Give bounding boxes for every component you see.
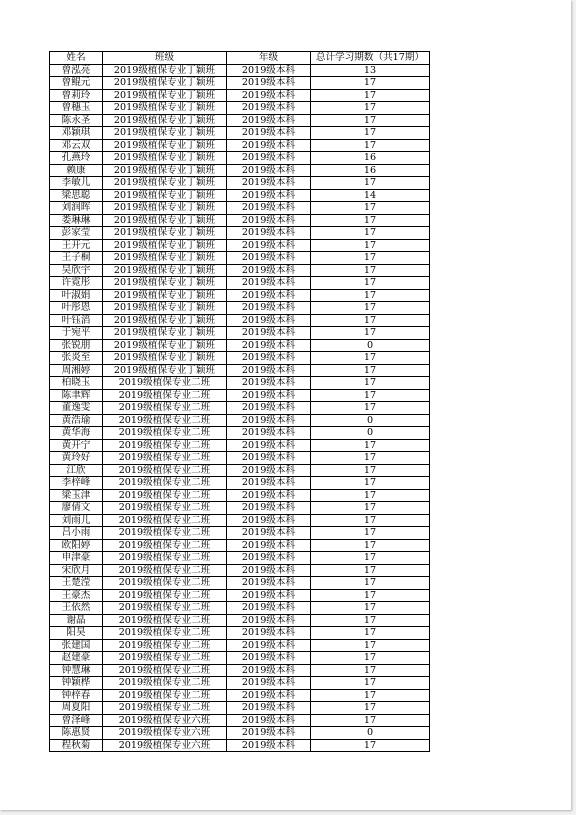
- table-row: [50, 552, 430, 565]
- grade-cell: 2019级本科: [227, 714, 311, 727]
- grade-cell: 2019级本科: [227, 414, 311, 427]
- student-name-cell: 宋欣月: [50, 564, 103, 577]
- period-count-cell: 17: [311, 502, 430, 515]
- table-row: [50, 614, 430, 627]
- table-row: [50, 502, 430, 515]
- student-name-cell: 彭家莹: [50, 227, 103, 240]
- class-cell: 2019级植保专业二班: [103, 489, 227, 502]
- grade-cell: 2019级本科: [227, 727, 311, 740]
- class-cell: 2019级植保专业二班: [103, 539, 227, 552]
- grade-cell: 2019级本科: [227, 664, 311, 677]
- student-name-cell: 张锐朋: [50, 339, 103, 352]
- grade-cell: 2019级本科: [227, 502, 311, 515]
- class-cell: 2019级植保专业丁颖班: [103, 139, 227, 152]
- student-name-cell: 谢晶: [50, 614, 103, 627]
- class-cell: 2019级植保专业二班: [103, 477, 227, 490]
- class-cell: 2019级植保专业丁颖班: [103, 314, 227, 327]
- class-cell: 2019级植保专业二班: [103, 677, 227, 690]
- table-row: [50, 664, 430, 677]
- class-cell: 2019级植保专业丁颖班: [103, 264, 227, 277]
- attendance-table: [49, 51, 430, 752]
- class-cell: 2019级植保专业二班: [103, 452, 227, 465]
- grade-cell: 2019级本科: [227, 539, 311, 552]
- class-cell: 2019级植保专业丁颖班: [103, 289, 227, 302]
- student-name-cell: 钟慧琳: [50, 664, 103, 677]
- period-count-cell: 17: [311, 627, 430, 640]
- table-row: [50, 464, 430, 477]
- period-count-cell: 0: [311, 414, 430, 427]
- student-name-cell: 王开元: [50, 239, 103, 252]
- table-row: [50, 364, 430, 377]
- class-cell: 2019级植保专业二班: [103, 402, 227, 415]
- table-row: [50, 277, 430, 290]
- table-row: [50, 152, 430, 165]
- grade-cell: 2019级本科: [227, 527, 311, 540]
- header-class: 班级: [103, 52, 227, 65]
- grade-cell: 2019级本科: [227, 402, 311, 415]
- student-name-cell: 柏晓玉: [50, 377, 103, 390]
- period-count-cell: 17: [311, 114, 430, 127]
- student-name-cell: 王楚滢: [50, 577, 103, 590]
- period-count-cell: 17: [311, 464, 430, 477]
- period-count-cell: 13: [311, 64, 430, 77]
- period-count-cell: 17: [311, 739, 430, 752]
- class-cell: 2019级植保专业二班: [103, 514, 227, 527]
- student-name-cell: 吕小雨: [50, 527, 103, 540]
- student-name-cell: 赖康: [50, 164, 103, 177]
- period-count-cell: 17: [311, 389, 430, 402]
- table-row: [50, 589, 430, 602]
- grade-cell: 2019级本科: [227, 277, 311, 290]
- class-cell: 2019级植保专业二班: [103, 427, 227, 440]
- student-name-cell: 陈惠贤: [50, 727, 103, 740]
- grade-cell: 2019级本科: [227, 289, 311, 302]
- grade-cell: 2019级本科: [227, 564, 311, 577]
- table-row: [50, 177, 430, 190]
- class-cell: 2019级植保专业丁颖班: [103, 177, 227, 190]
- class-cell: 2019级植保专业丁颖班: [103, 327, 227, 340]
- grade-cell: 2019级本科: [227, 164, 311, 177]
- class-cell: 2019级植保专业丁颖班: [103, 77, 227, 90]
- class-cell: 2019级植保专业丁颖班: [103, 214, 227, 227]
- student-name-cell: 梁思聪: [50, 189, 103, 202]
- grade-cell: 2019级本科: [227, 389, 311, 402]
- class-cell: 2019级植保专业二班: [103, 377, 227, 390]
- grade-cell: 2019级本科: [227, 677, 311, 690]
- student-name-cell: 钟颖桦: [50, 677, 103, 690]
- student-name-cell: 娄琳琳: [50, 214, 103, 227]
- student-name-cell: 周湘婷: [50, 364, 103, 377]
- period-count-cell: 16: [311, 164, 430, 177]
- class-cell: 2019级植保专业二班: [103, 639, 227, 652]
- period-count-cell: 17: [311, 677, 430, 690]
- student-name-cell: 邓颖琪: [50, 127, 103, 140]
- class-cell: 2019级植保专业丁颖班: [103, 202, 227, 215]
- table-row: [50, 702, 430, 715]
- class-cell: 2019级植保专业丁颖班: [103, 102, 227, 115]
- student-name-cell: 周夏阳: [50, 702, 103, 715]
- class-cell: 2019级植保专业二班: [103, 652, 227, 665]
- class-cell: 2019级植保专业丁颖班: [103, 239, 227, 252]
- period-count-cell: 0: [311, 727, 430, 740]
- period-count-cell: 17: [311, 614, 430, 627]
- grade-cell: 2019级本科: [227, 352, 311, 365]
- class-cell: 2019级植保专业二班: [103, 527, 227, 540]
- grade-cell: 2019级本科: [227, 589, 311, 602]
- student-name-cell: 程秋菊: [50, 739, 103, 752]
- period-count-cell: 17: [311, 577, 430, 590]
- class-cell: 2019级植保专业二班: [103, 689, 227, 702]
- student-name-cell: 曾泓亮: [50, 64, 103, 77]
- table-row: [50, 564, 430, 577]
- grade-cell: 2019级本科: [227, 477, 311, 490]
- class-cell: 2019级植保专业丁颖班: [103, 227, 227, 240]
- table-row: [50, 514, 430, 527]
- table-row: [50, 639, 430, 652]
- period-count-cell: 0: [311, 427, 430, 440]
- student-name-cell: 叶淑娟: [50, 289, 103, 302]
- table-row: [50, 289, 430, 302]
- table-row: [50, 114, 430, 127]
- class-cell: 2019级植保专业二班: [103, 414, 227, 427]
- period-count-cell: 17: [311, 714, 430, 727]
- student-name-cell: 黄玲好: [50, 452, 103, 465]
- student-name-cell: 阳昊: [50, 627, 103, 640]
- grade-cell: 2019级本科: [227, 514, 311, 527]
- table-row: [50, 727, 430, 740]
- table-row: [50, 239, 430, 252]
- period-count-cell: 17: [311, 277, 430, 290]
- period-count-cell: 17: [311, 639, 430, 652]
- table-row: [50, 627, 430, 640]
- class-cell: 2019级植保专业二班: [103, 502, 227, 515]
- table-row: [50, 427, 430, 440]
- table-row: [50, 602, 430, 615]
- grade-cell: 2019级本科: [227, 702, 311, 715]
- class-cell: 2019级植保专业丁颖班: [103, 64, 227, 77]
- grade-cell: 2019级本科: [227, 64, 311, 77]
- table-row: [50, 202, 430, 215]
- grade-cell: 2019级本科: [227, 339, 311, 352]
- student-name-cell: 曾莉玲: [50, 89, 103, 102]
- table-row: [50, 264, 430, 277]
- period-count-cell: 17: [311, 102, 430, 115]
- period-count-cell: 17: [311, 89, 430, 102]
- period-count-cell: 17: [311, 327, 430, 340]
- grade-cell: 2019级本科: [227, 327, 311, 340]
- table-row: [50, 227, 430, 240]
- student-name-cell: 黄华海: [50, 427, 103, 440]
- period-count-cell: 17: [311, 689, 430, 702]
- class-cell: 2019级植保专业二班: [103, 627, 227, 640]
- class-cell: 2019级植保专业丁颖班: [103, 152, 227, 165]
- student-name-cell: 黄浩瑜: [50, 414, 103, 427]
- period-count-cell: 17: [311, 214, 430, 227]
- class-cell: 2019级植保专业丁颖班: [103, 114, 227, 127]
- period-count-cell: 17: [311, 527, 430, 540]
- grade-cell: 2019级本科: [227, 202, 311, 215]
- header-total-periods: 总计学习期数（共17期）: [311, 52, 430, 65]
- table-row: [50, 339, 430, 352]
- grade-cell: 2019级本科: [227, 77, 311, 90]
- period-count-cell: 17: [311, 552, 430, 565]
- student-name-cell: 江欣: [50, 464, 103, 477]
- grade-cell: 2019级本科: [227, 239, 311, 252]
- grade-cell: 2019级本科: [227, 139, 311, 152]
- grade-cell: 2019级本科: [227, 614, 311, 627]
- student-name-cell: 刘雨儿: [50, 514, 103, 527]
- student-name-cell: 陈聿辉: [50, 389, 103, 402]
- table-row: [50, 352, 430, 365]
- grade-cell: 2019级本科: [227, 227, 311, 240]
- period-count-cell: 16: [311, 152, 430, 165]
- class-cell: 2019级植保专业二班: [103, 614, 227, 627]
- period-count-cell: 17: [311, 139, 430, 152]
- table-header-row: [50, 52, 430, 65]
- grade-cell: 2019级本科: [227, 252, 311, 265]
- period-count-cell: 17: [311, 227, 430, 240]
- student-name-cell: 张炎至: [50, 352, 103, 365]
- table-row: [50, 64, 430, 77]
- class-cell: 2019级植保专业六班: [103, 739, 227, 752]
- grade-cell: 2019级本科: [227, 577, 311, 590]
- class-cell: 2019级植保专业六班: [103, 727, 227, 740]
- header-name: 姓名: [50, 52, 103, 65]
- table-row: [50, 302, 430, 315]
- table-row: [50, 652, 430, 665]
- period-count-cell: 17: [311, 352, 430, 365]
- student-name-cell: 曾鲲元: [50, 77, 103, 90]
- grade-cell: 2019级本科: [227, 464, 311, 477]
- table-row: [50, 452, 430, 465]
- grade-cell: 2019级本科: [227, 102, 311, 115]
- period-count-cell: 17: [311, 439, 430, 452]
- table-row: [50, 127, 430, 140]
- grade-cell: 2019级本科: [227, 177, 311, 190]
- table-row: [50, 252, 430, 265]
- grade-cell: 2019级本科: [227, 552, 311, 565]
- student-name-cell: 钟梓春: [50, 689, 103, 702]
- period-count-cell: 17: [311, 314, 430, 327]
- table-row: [50, 402, 430, 415]
- table-row: [50, 689, 430, 702]
- period-count-cell: 17: [311, 477, 430, 490]
- student-name-cell: 王依然: [50, 602, 103, 615]
- grade-cell: 2019级本科: [227, 652, 311, 665]
- table-row: [50, 389, 430, 402]
- table-row: [50, 102, 430, 115]
- class-cell: 2019级植保专业丁颖班: [103, 89, 227, 102]
- period-count-cell: 17: [311, 514, 430, 527]
- student-name-cell: 于宛平: [50, 327, 103, 340]
- table-row: [50, 677, 430, 690]
- table-row: [50, 327, 430, 340]
- table-row: [50, 164, 430, 177]
- class-cell: 2019级植保专业丁颖班: [103, 189, 227, 202]
- period-count-cell: 17: [311, 377, 430, 390]
- student-name-cell: 申津豪: [50, 552, 103, 565]
- table-row: [50, 539, 430, 552]
- class-cell: 2019级植保专业丁颖班: [103, 302, 227, 315]
- grade-cell: 2019级本科: [227, 364, 311, 377]
- grade-cell: 2019级本科: [227, 739, 311, 752]
- student-name-cell: 梁玉津: [50, 489, 103, 502]
- table-row: [50, 189, 430, 202]
- student-name-cell: 张建国: [50, 639, 103, 652]
- grade-cell: 2019级本科: [227, 214, 311, 227]
- class-cell: 2019级植保专业丁颖班: [103, 352, 227, 365]
- grade-cell: 2019级本科: [227, 627, 311, 640]
- student-name-cell: 曾穗玉: [50, 102, 103, 115]
- student-name-cell: 孔燕玲: [50, 152, 103, 165]
- class-cell: 2019级植保专业丁颖班: [103, 339, 227, 352]
- table-row: [50, 214, 430, 227]
- table-row: [50, 77, 430, 90]
- class-cell: 2019级植保专业二班: [103, 439, 227, 452]
- period-count-cell: 17: [311, 127, 430, 140]
- period-count-cell: 17: [311, 664, 430, 677]
- period-count-cell: 17: [311, 364, 430, 377]
- table-body: [50, 64, 430, 752]
- table-row: [50, 89, 430, 102]
- student-name-cell: 赵建豪: [50, 652, 103, 665]
- table-row: [50, 377, 430, 390]
- table-row: [50, 139, 430, 152]
- grade-cell: 2019级本科: [227, 489, 311, 502]
- class-cell: 2019级植保专业二班: [103, 589, 227, 602]
- period-count-cell: 14: [311, 189, 430, 202]
- class-cell: 2019级植保专业二班: [103, 552, 227, 565]
- period-count-cell: 17: [311, 564, 430, 577]
- class-cell: 2019级植保专业丁颖班: [103, 277, 227, 290]
- class-cell: 2019级植保专业丁颖班: [103, 252, 227, 265]
- class-cell: 2019级植保专业二班: [103, 389, 227, 402]
- period-count-cell: 17: [311, 402, 430, 415]
- grade-cell: 2019级本科: [227, 302, 311, 315]
- period-count-cell: 17: [311, 589, 430, 602]
- period-count-cell: 17: [311, 77, 430, 90]
- period-count-cell: 0: [311, 339, 430, 352]
- class-cell: 2019级植保专业丁颖班: [103, 164, 227, 177]
- period-count-cell: 17: [311, 302, 430, 315]
- student-name-cell: 叶钰滔: [50, 314, 103, 327]
- student-name-cell: 欧阳婷: [50, 539, 103, 552]
- student-name-cell: 李敏儿: [50, 177, 103, 190]
- student-name-cell: 许霓彤: [50, 277, 103, 290]
- student-name-cell: 王豪杰: [50, 589, 103, 602]
- period-count-cell: 17: [311, 239, 430, 252]
- class-cell: 2019级植保专业六班: [103, 714, 227, 727]
- class-cell: 2019级植保专业二班: [103, 564, 227, 577]
- table-row: [50, 477, 430, 490]
- grade-cell: 2019级本科: [227, 152, 311, 165]
- class-cell: 2019级植保专业二班: [103, 577, 227, 590]
- student-name-cell: 董逸雯: [50, 402, 103, 415]
- grade-cell: 2019级本科: [227, 439, 311, 452]
- grade-cell: 2019级本科: [227, 127, 311, 140]
- table-row: [50, 527, 430, 540]
- grade-cell: 2019级本科: [227, 427, 311, 440]
- grade-cell: 2019级本科: [227, 639, 311, 652]
- class-cell: 2019级植保专业丁颖班: [103, 127, 227, 140]
- grade-cell: 2019级本科: [227, 452, 311, 465]
- grade-cell: 2019级本科: [227, 89, 311, 102]
- grade-cell: 2019级本科: [227, 264, 311, 277]
- student-name-cell: 陈永圣: [50, 114, 103, 127]
- period-count-cell: 17: [311, 177, 430, 190]
- class-cell: 2019级植保专业二班: [103, 602, 227, 615]
- period-count-cell: 17: [311, 489, 430, 502]
- student-name-cell: 邓云双: [50, 139, 103, 152]
- grade-cell: 2019级本科: [227, 602, 311, 615]
- student-name-cell: 王子桐: [50, 252, 103, 265]
- grade-cell: 2019级本科: [227, 114, 311, 127]
- student-name-cell: 吴欣宇: [50, 264, 103, 277]
- class-cell: 2019级植保专业二班: [103, 464, 227, 477]
- grade-cell: 2019级本科: [227, 189, 311, 202]
- period-count-cell: 17: [311, 264, 430, 277]
- student-name-cell: 廖倩文: [50, 502, 103, 515]
- grade-cell: 2019级本科: [227, 314, 311, 327]
- period-count-cell: 17: [311, 539, 430, 552]
- header-grade: 年级: [227, 52, 311, 65]
- period-count-cell: 17: [311, 652, 430, 665]
- period-count-cell: 17: [311, 252, 430, 265]
- period-count-cell: 17: [311, 602, 430, 615]
- class-cell: 2019级植保专业丁颖班: [103, 364, 227, 377]
- class-cell: 2019级植保专业二班: [103, 664, 227, 677]
- table-row: [50, 489, 430, 502]
- period-count-cell: 17: [311, 289, 430, 302]
- class-cell: 2019级植保专业二班: [103, 702, 227, 715]
- table-row: [50, 314, 430, 327]
- student-name-cell: 刘润晖: [50, 202, 103, 215]
- student-name-cell: 叶彤恩: [50, 302, 103, 315]
- table-row: [50, 577, 430, 590]
- student-name-cell: 黄开宁: [50, 439, 103, 452]
- table-row: [50, 739, 430, 752]
- table-row: [50, 714, 430, 727]
- grade-cell: 2019级本科: [227, 689, 311, 702]
- table-row: [50, 439, 430, 452]
- student-name-cell: 曾泽峰: [50, 714, 103, 727]
- period-count-cell: 17: [311, 702, 430, 715]
- grade-cell: 2019级本科: [227, 377, 311, 390]
- period-count-cell: 17: [311, 202, 430, 215]
- table-row: [50, 414, 430, 427]
- period-count-cell: 17: [311, 452, 430, 465]
- student-name-cell: 李梓峰: [50, 477, 103, 490]
